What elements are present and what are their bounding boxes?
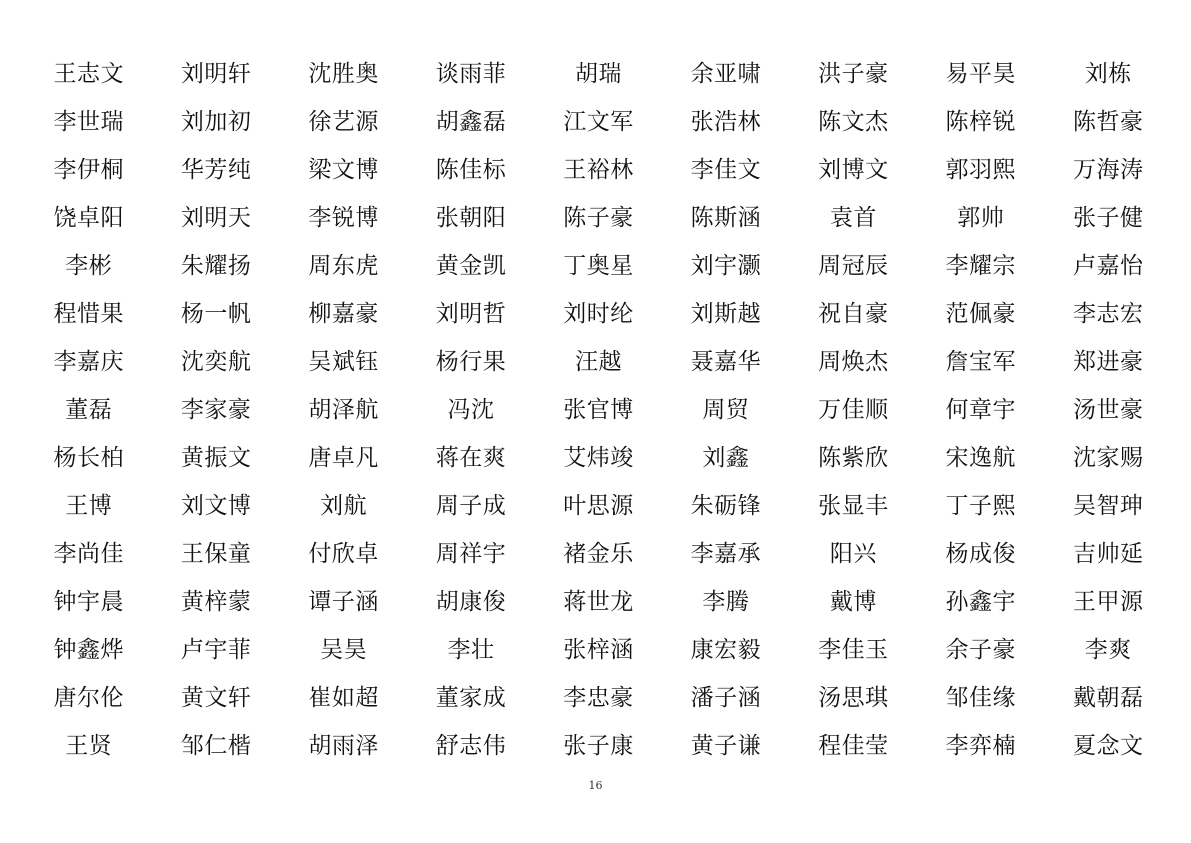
name-cell: 沈奕航 bbox=[180, 349, 252, 375]
name-cell: 周子成 bbox=[435, 493, 507, 519]
name-cell: 李爽 bbox=[1084, 637, 1132, 663]
name-cell: 李世瑞 bbox=[53, 109, 124, 135]
name-cell: 朱砺锋 bbox=[690, 493, 762, 519]
name-cell: 唐尔伦 bbox=[53, 685, 124, 711]
name-cell: 沈胜奥 bbox=[308, 61, 379, 87]
name-cell: 汤思琪 bbox=[818, 685, 889, 711]
name-cell: 张梓涵 bbox=[563, 637, 634, 663]
name-cell: 舒志伟 bbox=[435, 733, 507, 759]
name-cell: 胡瑞 bbox=[574, 61, 622, 87]
name-cell: 刘宇灏 bbox=[690, 253, 762, 279]
name-cell: 汪越 bbox=[574, 349, 622, 375]
name-cell: 丁子熙 bbox=[945, 493, 1017, 519]
name-cell: 华芳纯 bbox=[180, 157, 252, 183]
name-cell: 宋逸航 bbox=[945, 445, 1017, 471]
name-cell: 胡鑫磊 bbox=[435, 109, 507, 135]
name-cell: 冯沈 bbox=[447, 397, 495, 423]
name-cell: 万佳顺 bbox=[818, 397, 889, 423]
name-cell: 胡康俊 bbox=[435, 589, 507, 615]
name-cell: 詹宝军 bbox=[945, 349, 1017, 375]
name-cell: 刘斯越 bbox=[690, 301, 762, 327]
name-cell: 张子康 bbox=[563, 733, 634, 759]
name-cell: 胡泽航 bbox=[308, 397, 379, 423]
name-cell: 李嘉庆 bbox=[53, 349, 124, 375]
name-cell: 祝自豪 bbox=[818, 301, 889, 327]
name-cell: 李佳文 bbox=[690, 157, 762, 183]
name-cell: 蒋世龙 bbox=[563, 589, 634, 615]
name-cell: 李彬 bbox=[65, 253, 113, 279]
name-cell: 柳嘉豪 bbox=[308, 301, 379, 327]
name-cell: 郑进豪 bbox=[1072, 349, 1144, 375]
name-cell: 潘子涵 bbox=[690, 685, 762, 711]
name-cell: 吴智珅 bbox=[1072, 493, 1144, 519]
name-cell: 易平昊 bbox=[945, 61, 1017, 87]
name-cell: 陈梓锐 bbox=[945, 109, 1017, 135]
name-cell: 卢嘉怡 bbox=[1072, 253, 1144, 279]
name-cell: 陈文杰 bbox=[818, 109, 889, 135]
name-cell: 饶卓阳 bbox=[53, 205, 124, 231]
name-cell: 陈子豪 bbox=[563, 205, 634, 231]
name-cell: 戴朝磊 bbox=[1072, 685, 1144, 711]
name-cell: 徐艺源 bbox=[308, 109, 379, 135]
name-cell: 周焕杰 bbox=[818, 349, 889, 375]
name-cell: 艾炜竣 bbox=[563, 445, 634, 471]
name-cell: 黄金凯 bbox=[435, 253, 507, 279]
name-cell: 胡雨泽 bbox=[308, 733, 379, 759]
name-cell: 陈佳标 bbox=[435, 157, 507, 183]
name-cell: 孙鑫宇 bbox=[945, 589, 1017, 615]
name-cell: 邹佳缘 bbox=[945, 685, 1017, 711]
name-cell: 张官博 bbox=[563, 397, 634, 423]
name-cell: 余子豪 bbox=[945, 637, 1017, 663]
name-cell: 周冠辰 bbox=[818, 253, 889, 279]
name-cell: 刘时纶 bbox=[563, 301, 634, 327]
name-cell: 何章宇 bbox=[945, 397, 1017, 423]
name-cell: 刘文博 bbox=[180, 493, 252, 519]
name-cell: 崔如超 bbox=[308, 685, 379, 711]
name-cell: 李嘉承 bbox=[690, 541, 762, 567]
name-cell: 黄梓蒙 bbox=[180, 589, 252, 615]
name-cell: 刘栋 bbox=[1084, 61, 1132, 87]
name-cell: 梁文博 bbox=[308, 157, 379, 183]
name-cell: 褚金乐 bbox=[563, 541, 634, 567]
name-cell: 程佳莹 bbox=[818, 733, 889, 759]
name-cell: 刘鑫 bbox=[702, 445, 750, 471]
name-cell: 李佳玉 bbox=[818, 637, 889, 663]
name-cell: 周东虎 bbox=[308, 253, 379, 279]
name-cell: 刘博文 bbox=[818, 157, 889, 183]
name-cell: 王裕林 bbox=[563, 157, 634, 183]
name-cell: 陈紫欣 bbox=[818, 445, 889, 471]
name-cell: 沈家赐 bbox=[1072, 445, 1144, 471]
name-cell: 黄子谦 bbox=[690, 733, 762, 759]
name-cell: 张浩林 bbox=[690, 109, 762, 135]
name-cell: 洪子豪 bbox=[818, 61, 889, 87]
name-cell: 袁首 bbox=[829, 205, 877, 231]
name-cell: 李弈楠 bbox=[945, 733, 1017, 759]
name-cell: 卢宇菲 bbox=[180, 637, 252, 663]
name-cell: 周祥宇 bbox=[435, 541, 507, 567]
name-cell: 杨一帆 bbox=[180, 301, 252, 327]
name-cell: 江文军 bbox=[563, 109, 634, 135]
name-cell: 吴昊 bbox=[320, 637, 368, 663]
name-cell: 董家成 bbox=[435, 685, 507, 711]
name-cell: 张显丰 bbox=[818, 493, 889, 519]
name-list-grid bbox=[25, 50, 1172, 770]
name-cell: 张子健 bbox=[1072, 205, 1144, 231]
name-cell: 付欣卓 bbox=[308, 541, 379, 567]
name-cell: 阳兴 bbox=[829, 541, 877, 567]
name-cell: 丁奥星 bbox=[563, 253, 634, 279]
name-cell: 戴博 bbox=[829, 589, 877, 615]
name-cell: 王志文 bbox=[53, 61, 124, 87]
name-cell: 万海涛 bbox=[1072, 157, 1144, 183]
name-cell: 余亚啸 bbox=[690, 61, 762, 87]
name-cell: 李壮 bbox=[447, 637, 495, 663]
name-cell: 王贤 bbox=[65, 733, 113, 759]
name-cell: 刘加初 bbox=[180, 109, 252, 135]
name-cell: 杨长柏 bbox=[53, 445, 124, 471]
name-cell: 杨行果 bbox=[435, 349, 507, 375]
name-cell: 李耀宗 bbox=[945, 253, 1017, 279]
name-cell: 叶思源 bbox=[563, 493, 634, 519]
name-cell: 郭帅 bbox=[957, 205, 1005, 231]
name-cell: 邹仁楷 bbox=[180, 733, 252, 759]
name-cell: 张朝阳 bbox=[435, 205, 507, 231]
name-cell: 李尚佳 bbox=[53, 541, 124, 567]
name-cell: 王甲源 bbox=[1072, 589, 1144, 615]
name-cell: 刘明轩 bbox=[180, 61, 252, 87]
name-cell: 吉帅延 bbox=[1072, 541, 1144, 567]
name-cell: 陈哲豪 bbox=[1072, 109, 1144, 135]
name-cell: 李忠豪 bbox=[563, 685, 634, 711]
name-cell: 钟宇晨 bbox=[53, 589, 124, 615]
name-cell: 李家豪 bbox=[180, 397, 252, 423]
name-cell: 黄文轩 bbox=[180, 685, 252, 711]
page-number: 16 bbox=[588, 779, 603, 792]
name-cell: 康宏毅 bbox=[690, 637, 762, 663]
name-cell: 李志宏 bbox=[1072, 301, 1144, 327]
name-cell: 程惜果 bbox=[53, 301, 124, 327]
name-cell: 李锐博 bbox=[308, 205, 379, 231]
name-cell: 陈斯涵 bbox=[690, 205, 762, 231]
name-cell: 汤世豪 bbox=[1072, 397, 1144, 423]
name-cell: 刘航 bbox=[320, 493, 368, 519]
name-cell: 王保童 bbox=[180, 541, 252, 567]
name-cell: 杨成俊 bbox=[945, 541, 1017, 567]
name-cell: 董磊 bbox=[65, 397, 113, 423]
name-cell: 郭羽熙 bbox=[945, 157, 1017, 183]
name-cell: 王博 bbox=[65, 493, 113, 519]
name-cell: 李腾 bbox=[702, 589, 750, 615]
name-cell: 刘明哲 bbox=[435, 301, 507, 327]
name-cell: 蒋在爽 bbox=[435, 445, 507, 471]
name-cell: 范佩豪 bbox=[945, 301, 1017, 327]
name-cell: 朱耀扬 bbox=[180, 253, 252, 279]
name-cell: 李伊桐 bbox=[53, 157, 124, 183]
name-cell: 周贸 bbox=[702, 397, 750, 423]
name-cell: 黄振文 bbox=[180, 445, 252, 471]
name-cell: 谭子涵 bbox=[308, 589, 379, 615]
name-cell: 吴斌钰 bbox=[308, 349, 379, 375]
name-cell: 唐卓凡 bbox=[308, 445, 379, 471]
name-cell: 钟鑫烨 bbox=[53, 637, 124, 663]
name-cell: 聂嘉华 bbox=[690, 349, 762, 375]
name-cell: 夏念文 bbox=[1072, 733, 1144, 759]
name-cell: 谈雨菲 bbox=[435, 61, 507, 87]
name-cell: 刘明天 bbox=[180, 205, 252, 231]
